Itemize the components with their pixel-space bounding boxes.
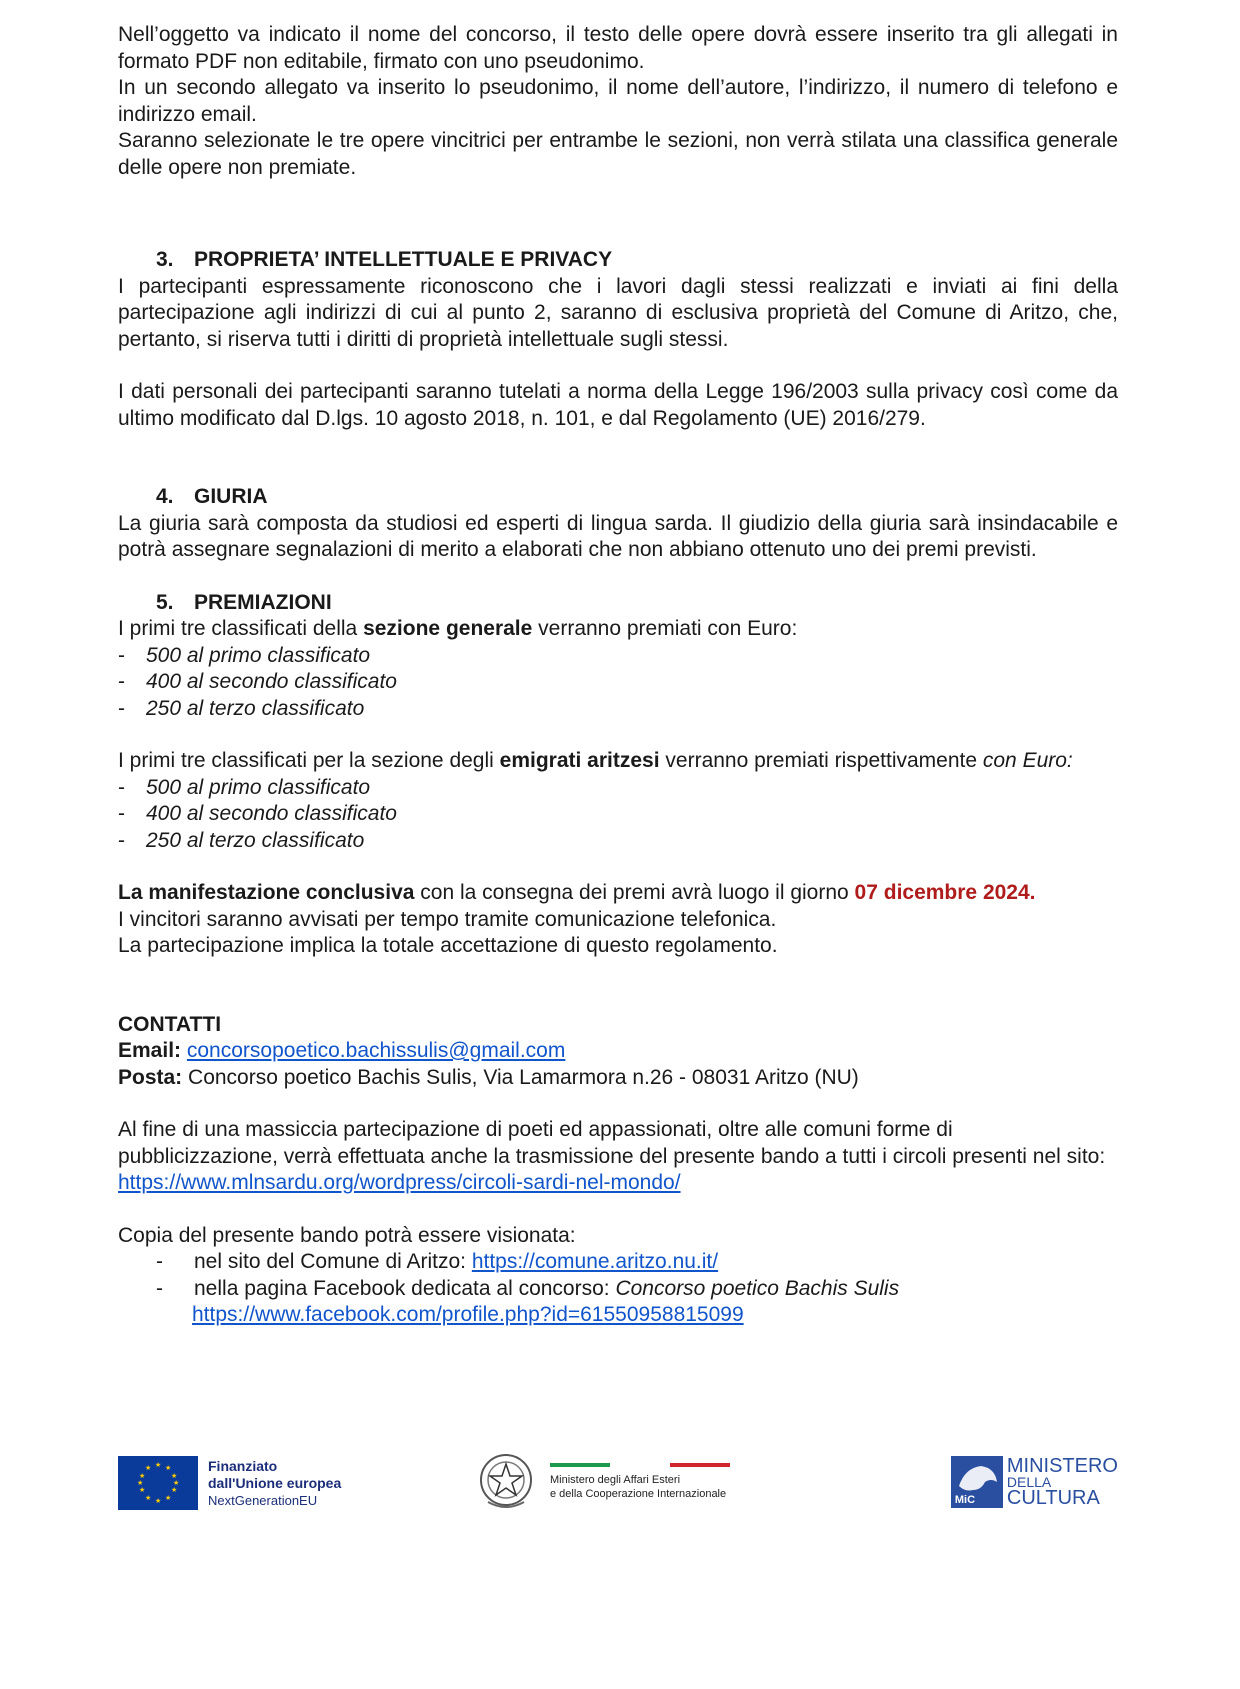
event-date: 07 dicembre 2024. — [854, 881, 1036, 904]
mic-badge-text: MiC — [954, 1494, 976, 1506]
list-item: - 250 al terzo classificato — [118, 828, 1118, 855]
mic-badge-icon — [951, 1456, 1003, 1508]
emigrati-intro-text: I primi tre classificati per la sezione degli — [118, 749, 500, 772]
contacts-post — [118, 1065, 1118, 1092]
mic-line-1: MINISTERO — [1006, 1455, 1118, 1477]
post-label: Posta: — [118, 1065, 183, 1089]
eu-line-2: dall'Unione europea — [208, 1474, 342, 1491]
prize-third: 250 al terzo classificato — [146, 696, 365, 720]
section-3-title: PROPRIETA’ INTELLETTUALE E PRIVACY — [194, 248, 613, 271]
event-paragraph — [118, 880, 1118, 907]
list-item: - 500 al primo classificato — [118, 643, 1118, 670]
comune-site-link[interactable]: https://comune.aritzo.nu.it/ — [471, 1250, 719, 1273]
mic-line-3: CULTURA — [1006, 1487, 1100, 1509]
maeci-line-2: e della Cooperazione Internazionale — [550, 1488, 727, 1500]
prize-second: 400 al secondo classificato — [146, 802, 397, 825]
document-page — [118, 22, 1118, 1329]
emigrati-section-intro — [118, 748, 1118, 775]
list-item: - 400 al secondo classificato — [118, 669, 1118, 696]
list-item: - 400 al secondo classificato — [118, 801, 1118, 828]
email-label: Email: — [118, 1039, 182, 1062]
intro-paragraph-3: Saranno selezionate le tre opere vincitrici per entrambe le sezioni, non verrà stilata una classifica generale delle opere non premiate. — [118, 129, 1118, 179]
general-intro-tail: verranno premiati con Euro: — [532, 617, 798, 640]
general-intro-text: I primi tre classificati della — [118, 617, 364, 640]
section-3-heading — [118, 247, 1118, 274]
italian-emblem-icon — [478, 1450, 534, 1514]
contacts-heading — [118, 1012, 1118, 1039]
diffusion-text: Al fine di una massiccia partecipazione di poeti ed appassionati, oltre alle comuni forme di pubblicizzazione, verrà effettuata anche la trasmissione del presente bando a tutti i circoli presenti nel sito: — [118, 1118, 1106, 1168]
maeci-line-1: Ministero degli Affari Esteri — [550, 1474, 681, 1486]
acceptance-notice: La partecipazione implica la totale accettazione di questo regolamento. — [118, 934, 778, 957]
diffusion-paragraph — [118, 1117, 1118, 1197]
section-4-number: 4. — [156, 485, 174, 508]
general-section-intro — [118, 616, 1118, 643]
section-5-title: PREMIAZIONI — [194, 590, 332, 614]
emigrati-section-label: emigrati aritzesi — [499, 749, 660, 772]
prize-third: 250 al terzo classificato — [146, 828, 365, 852]
section-3-paragraph-1: I partecipanti espressamente riconoscono che i lavori dagli stessi realizzati e inviati ai fini della partecipazione agli indirizzi di cui al punto 2, saranno di esclusiva proprietà del Comune di Aritzo, che, pertanto, si riserva tutti i diritti di proprietà intellettuale sugli stessi. — [118, 274, 1118, 351]
contacts-email — [118, 1038, 1118, 1065]
list-item: - nel sito del Comune di Aritzo: https://comune.aritzo.nu.it/ — [156, 1250, 719, 1273]
eu-line-3: NextGenerationEU — [208, 1492, 318, 1508]
section-3-number: 3. — [156, 248, 174, 271]
facebook-link-row — [118, 1302, 1118, 1329]
prize-first: 500 al primo classificato — [146, 643, 371, 667]
eu-flag-icon: ★ ★ ★ ★ ★ ★ ★ ★ ★ ★ ★ ★ — [118, 1456, 198, 1510]
winners-notice: I vincitori saranno avvisati per tempo tramite comunicazione telefonica. — [118, 907, 777, 931]
emigrati-intro-italic: con Euro: — [982, 749, 1073, 772]
email-link[interactable]: concorsopoetico.bachissulis@gmail.com — [186, 1039, 566, 1062]
intro-paragraph-1: Nell’oggetto va indicato il nome del concorso, il testo delle opere dovrà essere inserito tra gli allegati in formato PDF non editabile, firmato con uno pseudonimo. — [118, 23, 1118, 73]
post-address: Concorso poetico Bachis Sulis, Via Lamarmora n.26 - 08031 Aritzo (NU) — [182, 1065, 859, 1089]
prize-second: 400 al secondo classificato — [146, 670, 397, 693]
event-label: La manifestazione conclusiva — [118, 881, 415, 904]
list-item: - 500 al primo classificato — [118, 775, 1118, 802]
facebook-link[interactable]: https://www.facebook.com/profile.php?id=61550958815099 — [192, 1303, 744, 1326]
contacts-title: CONTATTI — [118, 1012, 222, 1036]
comune-site-text: nel sito del Comune di Aritzo: — [194, 1250, 472, 1273]
section-3-paragraph-2: I dati personali dei partecipanti saranno tutelati a norma della Legge 196/2003 sulla privacy così come da ultimo modificato dal D.lgs. 10 agosto 2018, n. 101, e dal Regolamento (UE) 2016/279. — [118, 380, 1118, 430]
copy-intro: Copia del presente bando potrà essere visionata: — [118, 1223, 576, 1247]
prize-first: 500 al primo classificato — [146, 775, 371, 799]
emigrati-intro-tail: verranno premiati rispettivamente — [659, 749, 983, 772]
eu-logo — [118, 1456, 341, 1510]
facebook-page-text: nella pagina Facebook dedicata al concorso: — [194, 1276, 616, 1300]
section-5-heading — [118, 590, 1118, 617]
tricolor-bar — [550, 1463, 730, 1467]
footer-logos — [118, 1450, 1118, 1520]
eu-line-1: Finanziato — [208, 1457, 278, 1474]
section-4-heading — [118, 484, 1118, 511]
section-5-number: 5. — [156, 590, 174, 614]
circoli-link[interactable]: https://www.mlnsardu.org/wordpress/circoli-sardi-nel-mondo/ — [118, 1171, 681, 1194]
facebook-page-name: Concorso poetico Bachis Sulis — [615, 1276, 900, 1300]
general-section-label: sezione generale — [363, 617, 533, 640]
intro-paragraph-2: In un secondo allegato va inserito lo pseudonimo, il nome dell’autore, l’indirizzo, il numero di telefono e indirizzo email. — [118, 76, 1118, 126]
mic-line-2: DELLA — [1006, 1474, 1052, 1490]
event-text: con la consegna dei premi avrà luogo il giorno — [414, 881, 855, 904]
list-item: - nella pagina Facebook dedicata al concorso: Concorso poetico Bachis Sulis — [156, 1276, 900, 1300]
mic-logo — [951, 1456, 1118, 1508]
maeci-logo — [478, 1450, 730, 1514]
list-item: - 250 al terzo classificato — [118, 696, 1118, 723]
section-4-title: GIURIA — [194, 485, 268, 508]
section-4-paragraph-1: La giuria sarà composta da studiosi ed esperti di lingua sarda. Il giudizio della giuria sarà insindacabile e potrà assegnare segnalazioni di merito a elaborati che non abbiano ottenuto uno dei premi previsti. — [118, 511, 1118, 561]
